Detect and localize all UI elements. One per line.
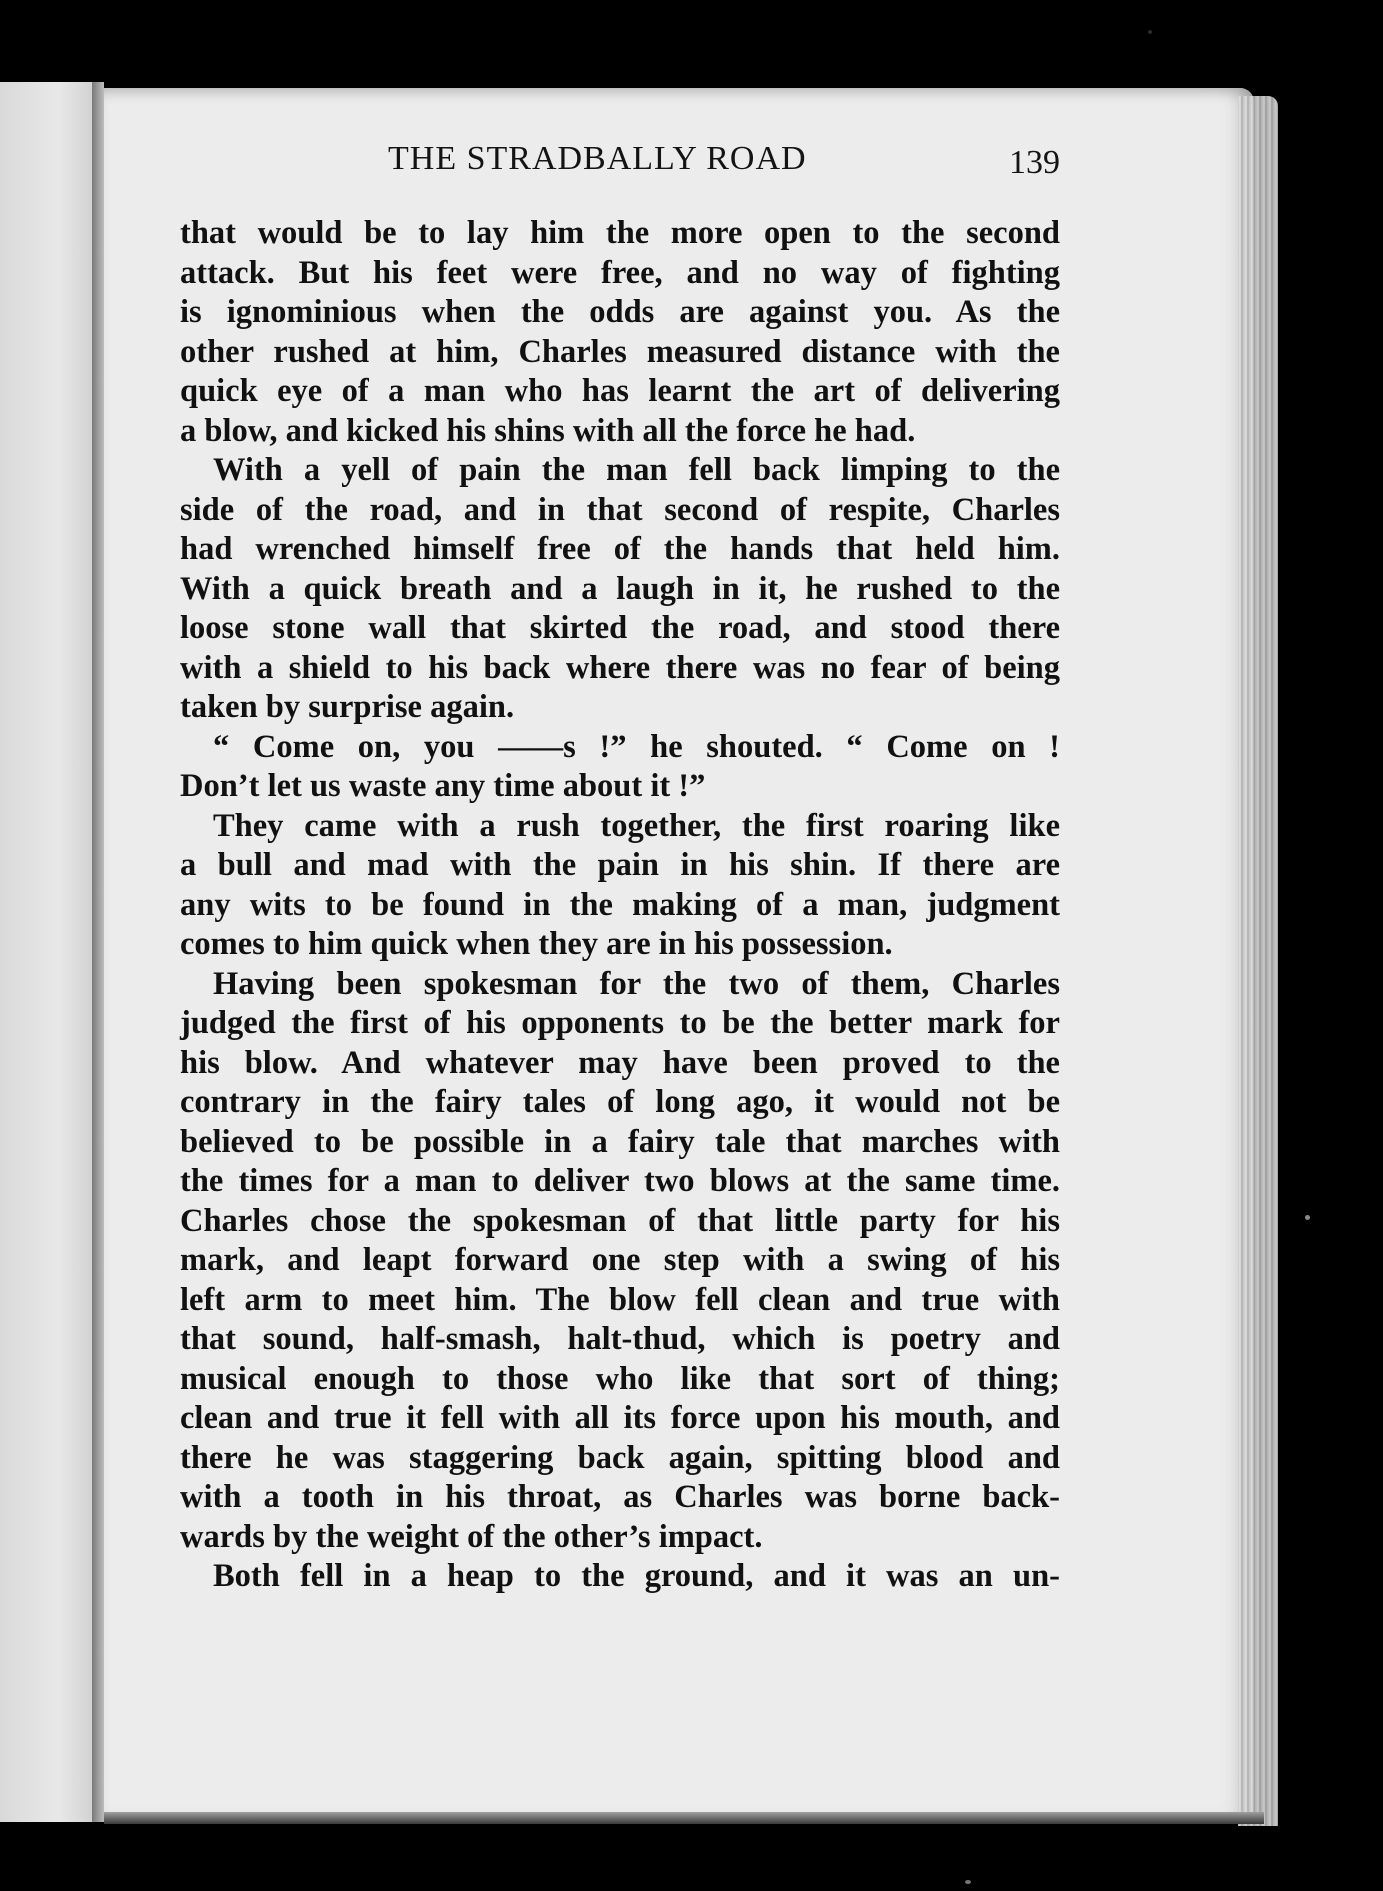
scan-speck: [1148, 30, 1152, 34]
text-line: that would be to lay him the more open to the second: [180, 215, 1060, 251]
text-line: taken by surprise again.: [180, 689, 515, 725]
text-line: attack. But his feet were free, and no way of fighting: [180, 254, 1060, 291]
text-line: believed to be possible in a fairy tale that marches with: [180, 1123, 1060, 1160]
running-title: THE STRADBALLY ROAD: [388, 140, 807, 177]
text-line: wards by the weight of the other’s impact.: [180, 1518, 763, 1555]
text-line: any wits to be found in the making of a man, judgment: [180, 886, 1060, 923]
text-line: “ Come on, you ——s !” he shouted. “ Come on !: [213, 728, 1060, 765]
text-line: with a tooth in his throat, as Charles was borne back-: [180, 1479, 1060, 1515]
page-fore-edge: [1238, 96, 1278, 1826]
text-line: With a yell of pain the man fell back limping to the: [213, 452, 1060, 488]
text-line: with a shield to his back where there was no fear of being: [180, 649, 1060, 686]
text-line: is ignominious when the odds are against you. As the: [180, 294, 1060, 330]
text-line: clean and true it fell with all its force upon his mouth, and: [180, 1400, 1060, 1436]
text-line: other rushed at him, Charles measured distance with the: [180, 333, 1060, 370]
text-line: mark, and leapt forward one step with a swing of his: [180, 1242, 1060, 1278]
text-line: With a quick breath and a laugh in it, he rushed to the: [180, 570, 1060, 607]
text-line: Having been spokesman for the two of them, Charles: [213, 965, 1060, 1002]
text-line: the times for a man to deliver two blows at the same time.: [180, 1163, 1060, 1199]
text-line: loose stone wall that skirted the road, and stood there: [180, 610, 1060, 646]
text-line: that sound, half-smash, halt-thud, which is poetry and: [180, 1321, 1060, 1357]
scan-speck: [1305, 1215, 1310, 1220]
scan-speck: [965, 1880, 971, 1884]
text-line: comes to him quick when they are in his possession.: [180, 926, 893, 962]
text-line: his blow. And whatever may have been proved to the: [180, 1044, 1060, 1081]
text-line: They came with a rush together, the first roaring like: [213, 807, 1060, 844]
page-bottom-edge: [104, 1812, 1264, 1824]
text-line: there he was staggering back again, spitting blood and: [180, 1439, 1060, 1476]
gutter-shadow: [92, 82, 104, 1822]
text-line: contrary in the fairy tales of long ago, it would not be: [180, 1084, 1060, 1120]
text-line: musical enough to those who like that sort of thing;: [180, 1360, 1060, 1397]
running-head: [180, 140, 1060, 190]
text-line: left arm to meet him. The blow fell clean and true with: [180, 1281, 1060, 1318]
text-line: Don’t let us waste any time about it !”: [180, 768, 706, 804]
text-line: a bull and mad with the pain in his shin. If there are: [180, 847, 1060, 883]
facing-page-edge: [0, 82, 98, 1822]
page-number: 139: [1009, 144, 1060, 181]
text-line: quick eye of a man who has learnt the art of delivering: [180, 373, 1060, 409]
text-line: had wrenched himself free of the hands that held him.: [180, 531, 1060, 567]
body-text: [180, 214, 1060, 1597]
text-line: Both fell in a heap to the ground, and it was an un-: [213, 1558, 1060, 1594]
text-line: Charles chose the spokesman of that little party for his: [180, 1202, 1060, 1239]
text-line: judged the first of his opponents to be the better mark for: [180, 1005, 1060, 1041]
text-line: a blow, and kicked his shins with all the force he had.: [180, 412, 916, 449]
text-line: side of the road, and in that second of respite, Charles: [180, 491, 1060, 528]
